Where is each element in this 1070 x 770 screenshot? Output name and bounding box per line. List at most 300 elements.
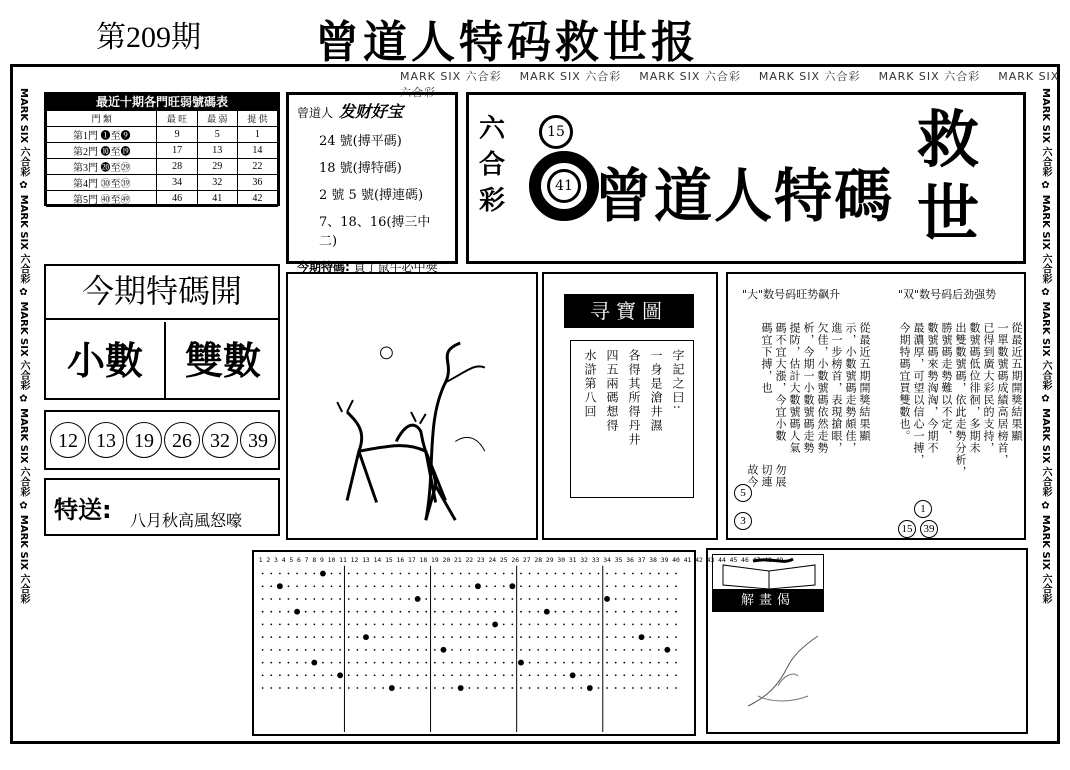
grid-dot <box>348 585 350 587</box>
grid-dot <box>288 585 290 587</box>
grid-dot <box>443 687 445 689</box>
grid-dot <box>451 636 453 638</box>
grid-dot <box>270 687 272 689</box>
grid-dot <box>675 674 677 676</box>
grid-dot <box>468 687 470 689</box>
trend-col: 一單數號碼成績高居榜首， <box>996 322 1009 466</box>
grid-dot <box>434 611 436 613</box>
grid-dot <box>477 687 479 689</box>
trend-circle: 3 <box>734 512 752 530</box>
grid-dot <box>572 649 574 651</box>
grid-dot <box>443 624 445 626</box>
grid-dot <box>658 662 660 664</box>
grid-dot <box>365 598 367 600</box>
treasure-box <box>542 272 718 540</box>
grid-dot <box>391 636 393 638</box>
grid-dot <box>598 636 600 638</box>
grid-dot <box>598 624 600 626</box>
grid-dot <box>623 598 625 600</box>
grid-dot <box>587 685 593 691</box>
grid-dot <box>494 662 496 664</box>
grid-dot <box>408 573 410 575</box>
grid-dot <box>520 573 522 575</box>
grid-dot <box>589 662 591 664</box>
grid-dot <box>356 624 358 626</box>
grid-dot <box>313 649 315 651</box>
treasure-col: 水滸第八回 <box>583 349 597 419</box>
trend-head-right: "双"数号码后劲强势 <box>898 288 997 301</box>
grid-dot <box>563 598 565 600</box>
grid-dot <box>580 573 582 575</box>
gift-box <box>44 478 280 536</box>
grid-dot <box>294 609 300 615</box>
grid-dot <box>615 573 617 575</box>
grid-dot <box>400 585 402 587</box>
trend-box <box>726 272 1026 540</box>
grid-dot <box>356 687 358 689</box>
grid-dot <box>348 636 350 638</box>
grid-dot <box>279 687 281 689</box>
grid-dot <box>279 611 281 613</box>
grid-dot <box>477 662 479 664</box>
grid-dot <box>529 611 531 613</box>
grid-dot <box>477 611 479 613</box>
grid-dot <box>389 685 395 691</box>
treasure-col: 各得其所得丹井 <box>627 349 641 447</box>
grid-dot <box>494 585 496 587</box>
grid-dot <box>305 611 307 613</box>
grid-dot <box>511 624 513 626</box>
grid-dot <box>425 687 427 689</box>
logo-ball-mid: 41 <box>547 169 581 203</box>
grid-dot <box>546 649 548 651</box>
grid-dot <box>486 662 488 664</box>
grid-dot <box>279 636 281 638</box>
grid-dot <box>279 649 281 651</box>
riddle-sketch <box>728 626 838 726</box>
grid-dot <box>400 598 402 600</box>
grid-dot <box>374 611 376 613</box>
grid-dot <box>322 611 324 613</box>
grid-dot <box>537 624 539 626</box>
grid-dot <box>632 573 634 575</box>
grid-dot <box>615 687 617 689</box>
gift-label: 特送: <box>54 496 112 524</box>
grid-dot <box>468 611 470 613</box>
grid-dot <box>649 649 651 651</box>
trend-col: 碼不宜大漲，今宜小數 <box>774 322 787 442</box>
fortune-title: 曾道人 发财好宝 <box>297 102 404 121</box>
grid-dot <box>658 611 660 613</box>
grid-dot <box>408 624 410 626</box>
deer-illustration <box>286 272 538 540</box>
grid-dot <box>537 611 539 613</box>
grid-dot <box>589 674 591 676</box>
grid-dot <box>262 687 264 689</box>
grid-dot <box>331 674 333 676</box>
grid-dot <box>425 662 427 664</box>
grid-dot <box>537 674 539 676</box>
grid-dot <box>382 662 384 664</box>
grid-dot <box>468 598 470 600</box>
grid-dot <box>277 583 283 589</box>
grid-dot <box>503 611 505 613</box>
treasure-col: 字記之曰: <box>671 349 685 412</box>
grid-dot <box>365 611 367 613</box>
grid-dot <box>425 573 427 575</box>
trend-col: 欠佳，小數號碼依然走勢 <box>816 322 829 454</box>
grid-dot <box>675 649 677 651</box>
grid-dot <box>615 624 617 626</box>
treasure-col: 四五兩碼想得 <box>605 349 619 433</box>
grid-dot <box>675 573 677 575</box>
grid-dot <box>675 636 677 638</box>
grid-dot <box>632 649 634 651</box>
grid-dot <box>331 649 333 651</box>
grid-dot <box>434 585 436 587</box>
grid-dot <box>322 662 324 664</box>
grid-dot <box>563 611 565 613</box>
grid-dot <box>322 687 324 689</box>
grid-dot <box>666 636 668 638</box>
grid-dot <box>305 636 307 638</box>
grid-dot <box>494 573 496 575</box>
grid-dot <box>658 585 660 587</box>
grid-dot <box>580 636 582 638</box>
grid-dot <box>494 611 496 613</box>
grid-dot <box>503 674 505 676</box>
logo-ball-top: 15 <box>539 115 573 149</box>
grid-dot <box>641 687 643 689</box>
trend-col: 示，小數號碼走勢頗佳， <box>844 322 857 454</box>
grid-dot <box>572 611 574 613</box>
special-title: 今期特碼開 <box>46 266 278 320</box>
grid-dot <box>641 662 643 664</box>
trend-col: 出雙數號碼，依此走勢分析， <box>954 322 967 478</box>
table-header: 門 類 <box>47 111 157 127</box>
grid-dot <box>477 624 479 626</box>
grid-dot <box>639 634 645 640</box>
grid-dot <box>537 585 539 587</box>
treasure-col: 一身是滄井濕 <box>649 349 663 433</box>
fortune-line: 7、18、16(搏三中二) <box>319 215 431 249</box>
grid-dot <box>313 636 315 638</box>
watermark-left: MARK SIX 六合彩 ✿ MARK SIX 六合彩 ✿ MARK SIX 六合彩 ✿ MARK SIX 六合彩 ✿ MARK SIX 六合彩 <box>18 88 29 604</box>
grid-dot <box>555 649 557 651</box>
grid-dot <box>443 611 445 613</box>
grid-dot <box>458 685 464 691</box>
grid-dot <box>477 573 479 575</box>
grid-header: 1 2 3 4 5 6 7 8 9 10 11 12 13 14 15 16 17 18 19 20 21 22 23 24 25 26 27 28 29 30 31 32 33 34 35 36 37 38 39 40 41 42 43 44 45 46 47 48 49 <box>258 556 784 564</box>
grid-dot <box>589 649 591 651</box>
grid-dot <box>520 585 522 587</box>
grid-dot <box>415 596 421 602</box>
issue-number: 第209期 <box>96 21 201 54</box>
grid-dot <box>604 596 610 602</box>
grid-dot <box>382 636 384 638</box>
grid-dot <box>270 649 272 651</box>
grid-dot <box>477 649 479 651</box>
grid-dot <box>331 573 333 575</box>
grid-dot <box>382 573 384 575</box>
grid-dot <box>288 649 290 651</box>
grid-dot <box>641 674 643 676</box>
grid-dot <box>580 611 582 613</box>
grid-dot <box>546 585 548 587</box>
grid-dot <box>460 573 462 575</box>
grid-dot <box>598 598 600 600</box>
grid-dot <box>468 585 470 587</box>
grid-dot <box>658 573 660 575</box>
grid-dot <box>598 573 600 575</box>
table-row: 第1門 ❶至❾ 9 5 1 <box>47 126 278 142</box>
grid-dot <box>632 611 634 613</box>
treasure-banner: 寻寶圖 <box>564 294 694 328</box>
grid-dot <box>641 598 643 600</box>
grid-dot <box>520 649 522 651</box>
grid-dot <box>606 674 608 676</box>
grid-dot <box>313 585 315 587</box>
grid-dot <box>486 636 488 638</box>
grid-dot <box>434 573 436 575</box>
grid-dot <box>503 573 505 575</box>
grid-dot <box>408 636 410 638</box>
grid-dot <box>337 672 343 678</box>
grid-dot <box>400 611 402 613</box>
grid-dot <box>555 611 557 613</box>
grid-dot <box>408 674 410 676</box>
grid-dot <box>262 611 264 613</box>
grid-dot <box>555 624 557 626</box>
grid-dot <box>434 598 436 600</box>
grid-dot <box>606 662 608 664</box>
grid-dot <box>262 573 264 575</box>
grid-dot <box>666 687 668 689</box>
grid-dot <box>537 662 539 664</box>
grid-dot <box>632 636 634 638</box>
grid-dot <box>451 674 453 676</box>
grid-dot <box>529 573 531 575</box>
table-header: 最 旺 <box>157 111 197 127</box>
grid-dot <box>598 611 600 613</box>
grid-dot <box>572 636 574 638</box>
grid-dot <box>305 649 307 651</box>
grid-dot <box>331 598 333 600</box>
grid-dot <box>486 585 488 587</box>
grid-dot <box>546 662 548 664</box>
special-code-box <box>44 264 280 400</box>
grid-dot <box>262 674 264 676</box>
grid-dot <box>666 573 668 575</box>
grid-dot <box>555 687 557 689</box>
grid-dot <box>529 649 531 651</box>
grid-dot <box>666 674 668 676</box>
grid-dot <box>529 674 531 676</box>
grid-dot <box>632 662 634 664</box>
grid-dot <box>598 687 600 689</box>
fortune-line: 24 號(搏平碼) <box>319 134 402 149</box>
grid-dot <box>365 585 367 587</box>
grid-dot <box>570 672 576 678</box>
grid-dot <box>589 598 591 600</box>
table-row: 第5門 ㊵至㊾ 46 41 42 <box>47 190 278 206</box>
grid-dot <box>296 573 298 575</box>
trend-col: 最濃厚，可望以信心一搏， <box>912 322 925 466</box>
trend-col: 勝號碼走勢難以不定， <box>940 322 953 442</box>
grid-dot <box>331 585 333 587</box>
grid-dot <box>400 573 402 575</box>
logo-title: 曾道人特碼 <box>594 162 895 230</box>
grid-dot <box>666 585 668 587</box>
grid-dot <box>511 674 513 676</box>
grid-dot <box>425 598 427 600</box>
grid-dot <box>468 636 470 638</box>
grid-dot <box>503 624 505 626</box>
grid-dot <box>288 573 290 575</box>
fortune-hot: 今期特碼: 買了鼠牛必中獎 <box>297 260 438 274</box>
trend-tail: 切連 <box>760 464 773 488</box>
grid-dot <box>492 621 498 627</box>
grid-dot <box>417 611 419 613</box>
grid-dot <box>675 662 677 664</box>
grid-dot <box>520 598 522 600</box>
grid-dot <box>623 573 625 575</box>
grid-dot <box>451 687 453 689</box>
grid-dot <box>356 573 358 575</box>
grid-dot <box>262 585 264 587</box>
treasure-scroll <box>570 340 694 498</box>
grid-dot <box>641 624 643 626</box>
grid-dot <box>615 662 617 664</box>
grid-dot <box>606 624 608 626</box>
grid-dot <box>598 585 600 587</box>
picture-riddle-box <box>706 548 1028 734</box>
number-ball: 26 <box>164 422 200 458</box>
grid-dot <box>537 649 539 651</box>
grid-dot <box>451 662 453 664</box>
grid-dot <box>494 687 496 689</box>
grid-dot <box>555 585 557 587</box>
grid-dot <box>460 611 462 613</box>
grid-dot <box>441 647 447 653</box>
grid-dot <box>546 598 548 600</box>
grid-dot <box>322 624 324 626</box>
grid-dot <box>451 598 453 600</box>
grid-dot <box>623 611 625 613</box>
grid-dot <box>511 636 513 638</box>
grid-dot <box>400 662 402 664</box>
grid-dot <box>288 611 290 613</box>
grid-dot <box>537 598 539 600</box>
grid-dot <box>296 649 298 651</box>
trend-col: 提防，估計大數號碼人氣 <box>788 322 801 454</box>
grid-dot <box>606 649 608 651</box>
grid-dot <box>425 674 427 676</box>
stats-table-box <box>44 92 280 206</box>
grid-dot <box>391 624 393 626</box>
trend-col: 數號碼低位徘徊，多期未 <box>968 322 981 454</box>
grid-dot <box>305 662 307 664</box>
grid-dot <box>641 585 643 587</box>
grid-dot <box>580 624 582 626</box>
fortune-line: 2 號 5 號(搏連碼) <box>319 188 424 203</box>
grid-dot <box>649 585 651 587</box>
grid-dot <box>511 573 513 575</box>
grid-dot <box>589 611 591 613</box>
grid-dot <box>365 687 367 689</box>
grid-dot <box>443 598 445 600</box>
grid-dot <box>546 687 548 689</box>
grid-dot <box>339 649 341 651</box>
grid-dot <box>632 687 634 689</box>
trend-col: 數號碼來勢洶洶，今期不 <box>926 322 939 454</box>
grid-dot <box>572 662 574 664</box>
grid-dot <box>460 585 462 587</box>
grid-dot <box>313 598 315 600</box>
grid-dot <box>296 636 298 638</box>
watermark-top: MARK SIX 六合彩 MARK SIX 六合彩 MARK SIX 六合彩 MARK SIX 六合彩 MARK SIX 六合彩 MARK SIX 六合彩 <box>400 70 1060 99</box>
grid-dot <box>563 687 565 689</box>
grid-dot <box>348 611 350 613</box>
trend-head-left: "大"数号码旺势飙升 <box>742 288 841 301</box>
grid-dot <box>641 573 643 575</box>
grid-dot <box>675 585 677 587</box>
grid-dot <box>374 598 376 600</box>
grid-dot <box>305 573 307 575</box>
trend-col: 已得到廣大彩民的支持， <box>982 322 995 454</box>
grid-dot <box>382 624 384 626</box>
table-header: 最 弱 <box>197 111 237 127</box>
trend-circle: 1 <box>914 500 932 518</box>
grid-dot <box>468 573 470 575</box>
grid-dot <box>374 624 376 626</box>
grid-dot <box>296 624 298 626</box>
grid-dot <box>270 636 272 638</box>
grid-dot <box>262 649 264 651</box>
grid-dot <box>382 611 384 613</box>
grid-dot <box>356 674 358 676</box>
grid-dot <box>365 624 367 626</box>
grid-dot <box>400 636 402 638</box>
deer-drawing <box>288 274 536 538</box>
grid-dot <box>417 573 419 575</box>
masthead-title: 曾道人特码救世报 <box>315 17 699 68</box>
grid-dot <box>339 662 341 664</box>
grid-dot <box>666 598 668 600</box>
grid-dot <box>520 687 522 689</box>
grid-dot <box>417 636 419 638</box>
grid-dot <box>623 687 625 689</box>
grid-dot <box>408 611 410 613</box>
grid-dot <box>529 687 531 689</box>
grid-dot <box>563 624 565 626</box>
grid-dot <box>666 611 668 613</box>
watermark-right: MARK SIX 六合彩 ✿ MARK SIX 六合彩 ✿ MARK SIX 六合彩 ✿ MARK SIX 六合彩 ✿ MARK SIX 六合彩 <box>1040 88 1051 604</box>
grid-dot <box>382 674 384 676</box>
grid-dot <box>580 687 582 689</box>
grid-dot <box>460 636 462 638</box>
grid-dot <box>374 573 376 575</box>
grid-dot <box>664 647 670 653</box>
grid-dot <box>288 598 290 600</box>
grid-dot <box>348 662 350 664</box>
grid-dot <box>417 687 419 689</box>
grid-dot <box>468 649 470 651</box>
number-ball: 12 <box>50 422 86 458</box>
grid-dot <box>598 674 600 676</box>
grid-dot <box>503 636 505 638</box>
grid-dot <box>288 662 290 664</box>
